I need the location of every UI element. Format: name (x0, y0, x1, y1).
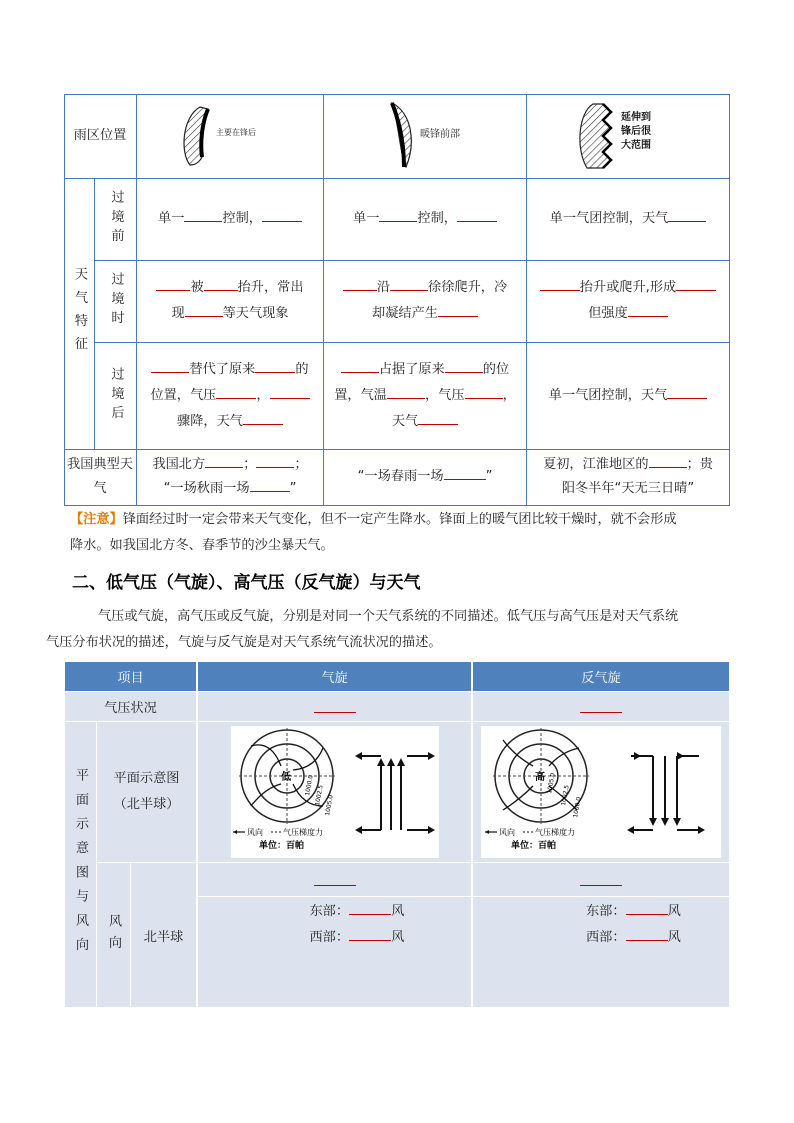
cyclone-pressure-blank (198, 692, 471, 721)
front-weather-table (64, 94, 730, 506)
wide-rain-label-line2: 锋后很 (621, 126, 651, 137)
anticyclone-diagram-cell (473, 722, 729, 862)
during-cold-cell: 被 抬升，常出 现 等天气现象 (137, 260, 323, 342)
note-tag: 【注意】 (70, 512, 123, 527)
rain-area-label: 雨区位置 (73, 128, 127, 143)
cyclone-center-label: 低 (280, 772, 291, 783)
cyclone-unit-label: 单位：百帕 (258, 841, 304, 851)
anticyclone-diagram (481, 726, 721, 858)
typical-warm-cell: “一场春雨一场 ” (357, 469, 493, 484)
intro-paragraph: 气压或气旋，高气压或反气旋，分别是对同一个天气系统的不同描述。低气压与高气压是对天气系统 气压分布状况的描述，气旋与反气旋是对天气系统气流状况的描述。 (46, 609, 679, 650)
svg-text:气压梯度力: 气压梯度力 (535, 828, 575, 837)
after-cold-cell: 替代了原来 的 位置，气压 ， 骤降，天气 (150, 361, 309, 429)
svg-text:风向: 风向 (499, 828, 515, 837)
during-occluded-cell: 抬升或爬升,形成 但强度 (527, 260, 729, 342)
typical-weather-label: 我国典型天气 (67, 457, 133, 496)
cold-front-rain-diagram (137, 94, 323, 178)
note-paragraph: 【注意】锋面经过时一定会带来天气变化，但不一定产生降水。锋面上的暖气团比较干燥时，就不会形成 降水。如我国北方冬、春季节的沙尘暴天气。 (70, 512, 677, 553)
before-warm-cell: 单一 控制， (324, 178, 526, 260)
svg-text:1000.0: 1000.0 (572, 796, 583, 819)
weather-features-label: 天气特征 (72, 267, 87, 360)
wide-rain-area-icon (553, 98, 703, 174)
during-warm-cell: 沿 徐徐爬升，冷 却凝结产生 (324, 260, 526, 342)
header-item: 项目 (65, 662, 196, 691)
cyclone-wind-blank (198, 863, 471, 896)
after-occluded-cell: 单一气团控制，天气 (527, 342, 729, 449)
svg-text:1002.5: 1002.5 (313, 784, 325, 807)
header-cyclone: 气旋 (198, 662, 471, 691)
northern-hemisphere-label: 北半球 (131, 863, 196, 1007)
plane-label-cell (97, 722, 196, 862)
row-during-label: 过境时 (108, 272, 124, 330)
wind-direction-label: 风向 (106, 913, 121, 957)
before-cold-cell: 单一 控制， (137, 178, 323, 260)
plane-label-hemisphere: （北半球） (113, 797, 180, 812)
before-occluded-cell: 单一气团控制，天气 (527, 178, 729, 260)
anticyclone-pressure-blank (473, 692, 729, 721)
anticyclone-center-label: 高 (535, 772, 545, 783)
svg-text:1005.0: 1005.0 (323, 794, 335, 817)
row-before-label: 过境前 (108, 190, 124, 248)
occluded-rain-diagram (527, 94, 729, 178)
typical-cold-cell: 我国北方 ； ； “一场秋雨一场 ” (152, 457, 308, 496)
svg-text:1002.5: 1002.5 (560, 784, 571, 807)
header-anticyclone: 反气旋 (473, 662, 729, 691)
cold-front-rain-icon (160, 101, 300, 171)
anticyclone-unit-label: 单位：百帕 (511, 841, 557, 851)
cold-front-rain-label: 主要在锋后 (216, 128, 256, 137)
typical-stationary-cell: 夏初，江淮地区的 ；贵 阳冬半年“天无三日晴” (543, 457, 713, 496)
warm-front-rain-label: 暖锋前部 (420, 129, 460, 140)
section-title: 二、低气压（气旋）、高气压（反气旋）与天气 (72, 573, 421, 593)
anticyclone-wind-detail: 东部： 风 西部： 风 (473, 897, 729, 1007)
wide-rain-label-line1: 延伸到 (621, 112, 651, 123)
svg-text:风向: 风向 (246, 828, 263, 837)
svg-text:1000.0: 1000.0 (303, 774, 315, 797)
cyclone-wind-detail: 东部： 风 西部： 风 (198, 897, 471, 1007)
anticyclone-wind-blank (473, 863, 729, 896)
pressure-label: 气压状况 (65, 692, 196, 721)
warm-front-rain-diagram (324, 94, 526, 178)
cyclone-diagram-cell (198, 722, 471, 862)
row-after-label: 过境后 (108, 366, 124, 425)
after-warm-cell: 占据了原来 的位 置，气温 ，气压 ， 天气 (334, 361, 516, 429)
wide-rain-label-line3: 大范围 (621, 140, 651, 151)
svg-text:1005.0: 1005.0 (546, 772, 557, 795)
plane-label: 平面示意图 (113, 771, 180, 786)
warm-front-rain-icon (350, 99, 500, 173)
svg-text:气压梯度力: 气压梯度力 (282, 828, 323, 837)
plane-group-label: 平面示意图与风向 (73, 767, 88, 962)
cyclone-diagram (231, 726, 439, 858)
